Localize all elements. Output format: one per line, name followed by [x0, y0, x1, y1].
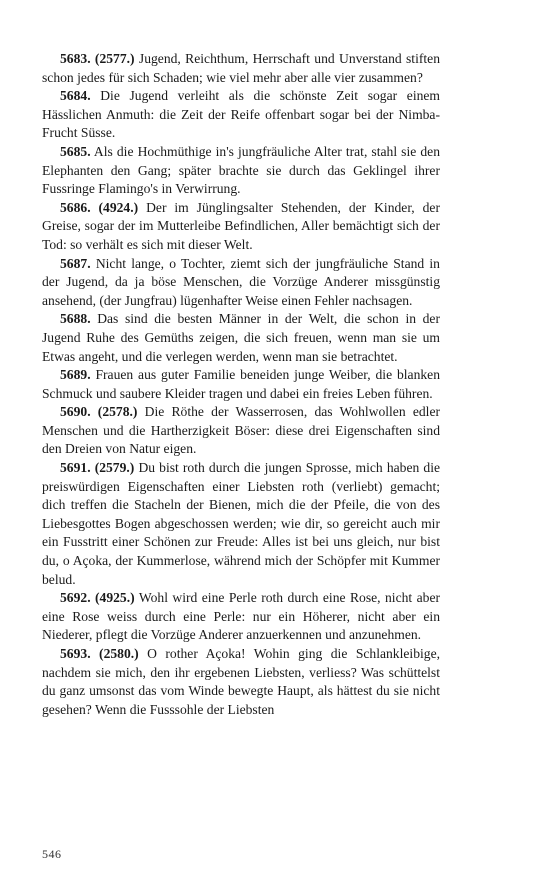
entry-number: 5691. (2579.): [60, 460, 135, 476]
entry-5690: [42, 403, 440, 459]
entry-number: 5685.: [60, 143, 91, 159]
entry-text: Als die Hochmüthige in's jungfräuliche Alter trat, stahl sie den Elephanten den Gang; später brachte sie durch das Geklingel ihrer Fussringe Flamingo's in Verwirrung.: [42, 143, 440, 197]
entry-5691: [42, 459, 440, 589]
page-number: 546: [42, 847, 62, 861]
entry-5689: [42, 366, 440, 403]
entry-number: 5692. (4925.): [60, 590, 135, 606]
entry-number: 5689.: [60, 367, 91, 383]
entry-text: Die Jugend verleiht als die schönste Zeit sogar einem Hässlichen Anmuth: die Zeit der Reife offenbart sogar bei der Nimba-Frucht Süsse.: [42, 88, 440, 141]
entry-number: 5688.: [60, 311, 91, 327]
entry-text: Nicht lange, o Tochter, ziemt sich der jungfräuliche Stand in der Jugend, da ja böse Menschen, die Vorzüge Anderer missgünstig ansehend, (der Jungfrau) lügenhafter Weise einen Fehler nachsagen.: [42, 255, 440, 308]
entry-number: 5690. (2578.): [60, 404, 138, 420]
page-body: [42, 50, 440, 719]
entry-text: Jugend, Reichthum, Herrschaft und Unverstand stiften schon jedes für sich Schaden; wie viel mehr aber alle vier zusammen?: [42, 51, 440, 85]
entry-text: Die Röthe der Wasserrosen, das Wohlwollen edler Menschen und die Hartherzigkeit Böser: diese drei Eigenschaften sind den Dreien von Natur eigen.: [42, 404, 441, 457]
entry-5692: [42, 589, 440, 645]
entry-number: 5684.: [60, 88, 91, 104]
entry-5685: [42, 143, 440, 199]
entry-text: Das sind die besten Männer in der Welt, die schon in der Jugend Ruhe des Gemüths zeigen, die sich freuen, wenn man sie um Etwas angeht, und die verlegen werden, wenn man sie betrachtet.: [42, 311, 440, 364]
entry-text: Der im Jünglingsalter Stehenden, der Kinder, der Greise, sogar der im Mutterleibe Befindlichen, Aller bemächtigt sich der Tod: so verhält es sich mit dieser Welt.: [42, 199, 440, 252]
entry-text: Frauen aus guter Familie beneiden junge Weiber, die blanken Schmuck und saubere Kleider tragen und dabei ein freies Leben führen.: [42, 367, 440, 401]
entry-number: 5686. (4924.): [60, 199, 139, 215]
entry-5688: [42, 310, 440, 366]
entry-number: 5693. (2580.): [60, 646, 139, 661]
entry-number: 5687.: [60, 255, 91, 271]
entry-5683: [42, 50, 440, 87]
entry-5684: [42, 87, 440, 143]
entry-number: 5683. (2577.): [60, 51, 135, 66]
entry-text: Wohl wird eine Perle roth durch eine Rose, nicht aber eine Rose weiss durch eine Perle: nur ein Höherer, nicht aber ein Niederer, pflegt die Vorzüge Anderer anzuerkennen und anzunehmen.: [42, 590, 440, 643]
entry-5693: [42, 645, 440, 719]
entry-text: O rother Açoka! Wohin ging die Schlankleibige, nachdem sie mich, den ihr ergebenen Liebsten, verliess? Was schüttelst du ganz umsonst das vom Winde bewegte Haupt, als hättest du sie nicht gesehen? Wenn die Fusssohle der Liebsten: [42, 646, 440, 717]
entry-5687: [42, 255, 440, 311]
entry-text: Du bist roth durch die jungen Sprosse, mich haben die preiswürdigen Eigenschaften einer Liebsten roth (verliebt) gemacht; dich treffen die Stacheln der Bienen, mich die der Pfeile, die von des Liebesgottes Bogen abgeschossen werden; wie dir, so gereicht auch mir ein Fusstritt einer Schönen zur Freude: Alles ist bei uns gleich, nur bist du, o Açoka, der Kummerlose, während mich der Schöpfer mit Kummer belud.: [42, 460, 440, 587]
entry-5686: [42, 199, 440, 255]
